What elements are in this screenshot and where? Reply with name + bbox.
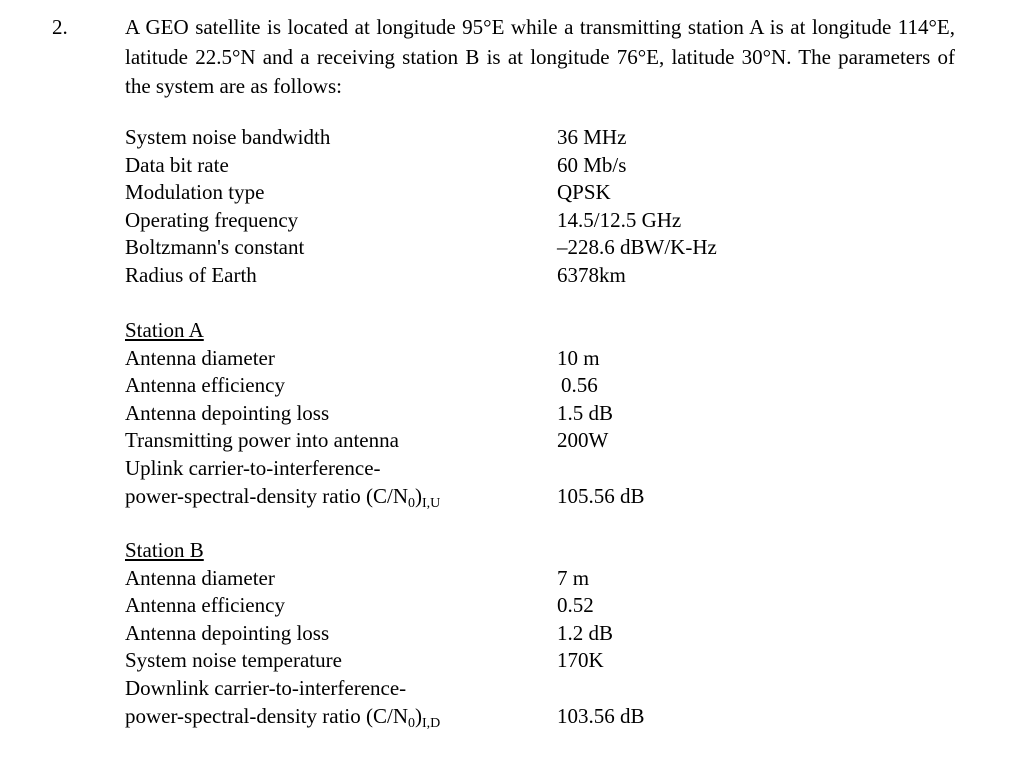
param-label: Antenna depointing loss bbox=[125, 400, 330, 425]
param-label: Boltzmann's constant bbox=[125, 235, 305, 260]
param-value: –228.6 dBW/K-Hz bbox=[557, 235, 717, 260]
param-value: 170K bbox=[557, 648, 604, 673]
ratio-value: 105.56 dB bbox=[557, 483, 645, 508]
station-b-heading: Station B bbox=[125, 538, 204, 562]
param-label: Data bit rate bbox=[125, 152, 229, 177]
param-label: Modulation type bbox=[125, 180, 265, 205]
param-value: 7 m bbox=[557, 565, 590, 590]
param-label: Radius of Earth bbox=[125, 263, 257, 287]
ratio-label-line1: Downlink carrier-to-interference- bbox=[125, 676, 407, 700]
param-value: QPSK bbox=[557, 180, 611, 205]
param-value: 0.56 bbox=[561, 373, 598, 398]
ratio-sub-zero: 0 bbox=[408, 495, 415, 511]
question-intro: A GEO satellite is located at longitude 95°E while a transmitting station A is at longitude 114°E, latitude 22.5°N and a receiving station B is at longitude 76°E, latitude 30°N. The parameters of the system are as follows: bbox=[125, 15, 955, 98]
param-value: 0.52 bbox=[557, 593, 594, 618]
param-value: 6378km bbox=[557, 263, 626, 287]
param-label: Transmitting power into antenna bbox=[125, 428, 399, 453]
param-value: 1.2 dB bbox=[557, 620, 614, 645]
param-label: System noise temperature bbox=[125, 648, 342, 673]
ratio-subscript: I,D bbox=[422, 715, 441, 731]
param-label: Antenna efficiency bbox=[125, 373, 285, 398]
param-label: Operating frequency bbox=[125, 207, 299, 232]
param-value: 14.5/12.5 GHz bbox=[557, 207, 682, 232]
ratio-value: 103.56 dB bbox=[557, 703, 645, 728]
param-label: Antenna efficiency bbox=[125, 593, 285, 618]
ratio-label-text: power-spectral-density ratio (C/N bbox=[125, 703, 408, 728]
param-value: 200W bbox=[557, 428, 609, 453]
param-value: 10 m bbox=[557, 345, 600, 370]
param-value: 60 Mb/s bbox=[557, 152, 627, 177]
ratio-close-paren: ) bbox=[415, 703, 422, 728]
ratio-close-paren: ) bbox=[415, 483, 422, 508]
param-value: 36 MHz bbox=[557, 125, 627, 149]
ratio-label-line2 bbox=[125, 703, 440, 731]
param-label: System noise bandwidth bbox=[125, 125, 331, 149]
ratio-label-text: power-spectral-density ratio (C/N bbox=[125, 483, 408, 508]
ratio-sub-zero: 0 bbox=[408, 715, 415, 731]
question-number: 2. bbox=[52, 15, 68, 39]
param-label: Antenna depointing loss bbox=[125, 620, 330, 645]
param-value: 1.5 dB bbox=[557, 400, 614, 425]
ratio-subscript: I,U bbox=[422, 495, 441, 511]
param-label: Antenna diameter bbox=[125, 565, 275, 590]
param-label: Antenna diameter bbox=[125, 345, 275, 370]
station-a-heading: Station A bbox=[125, 318, 204, 342]
ratio-label-line1: Uplink carrier-to-interference- bbox=[125, 456, 381, 480]
ratio-label-line2 bbox=[125, 483, 440, 511]
